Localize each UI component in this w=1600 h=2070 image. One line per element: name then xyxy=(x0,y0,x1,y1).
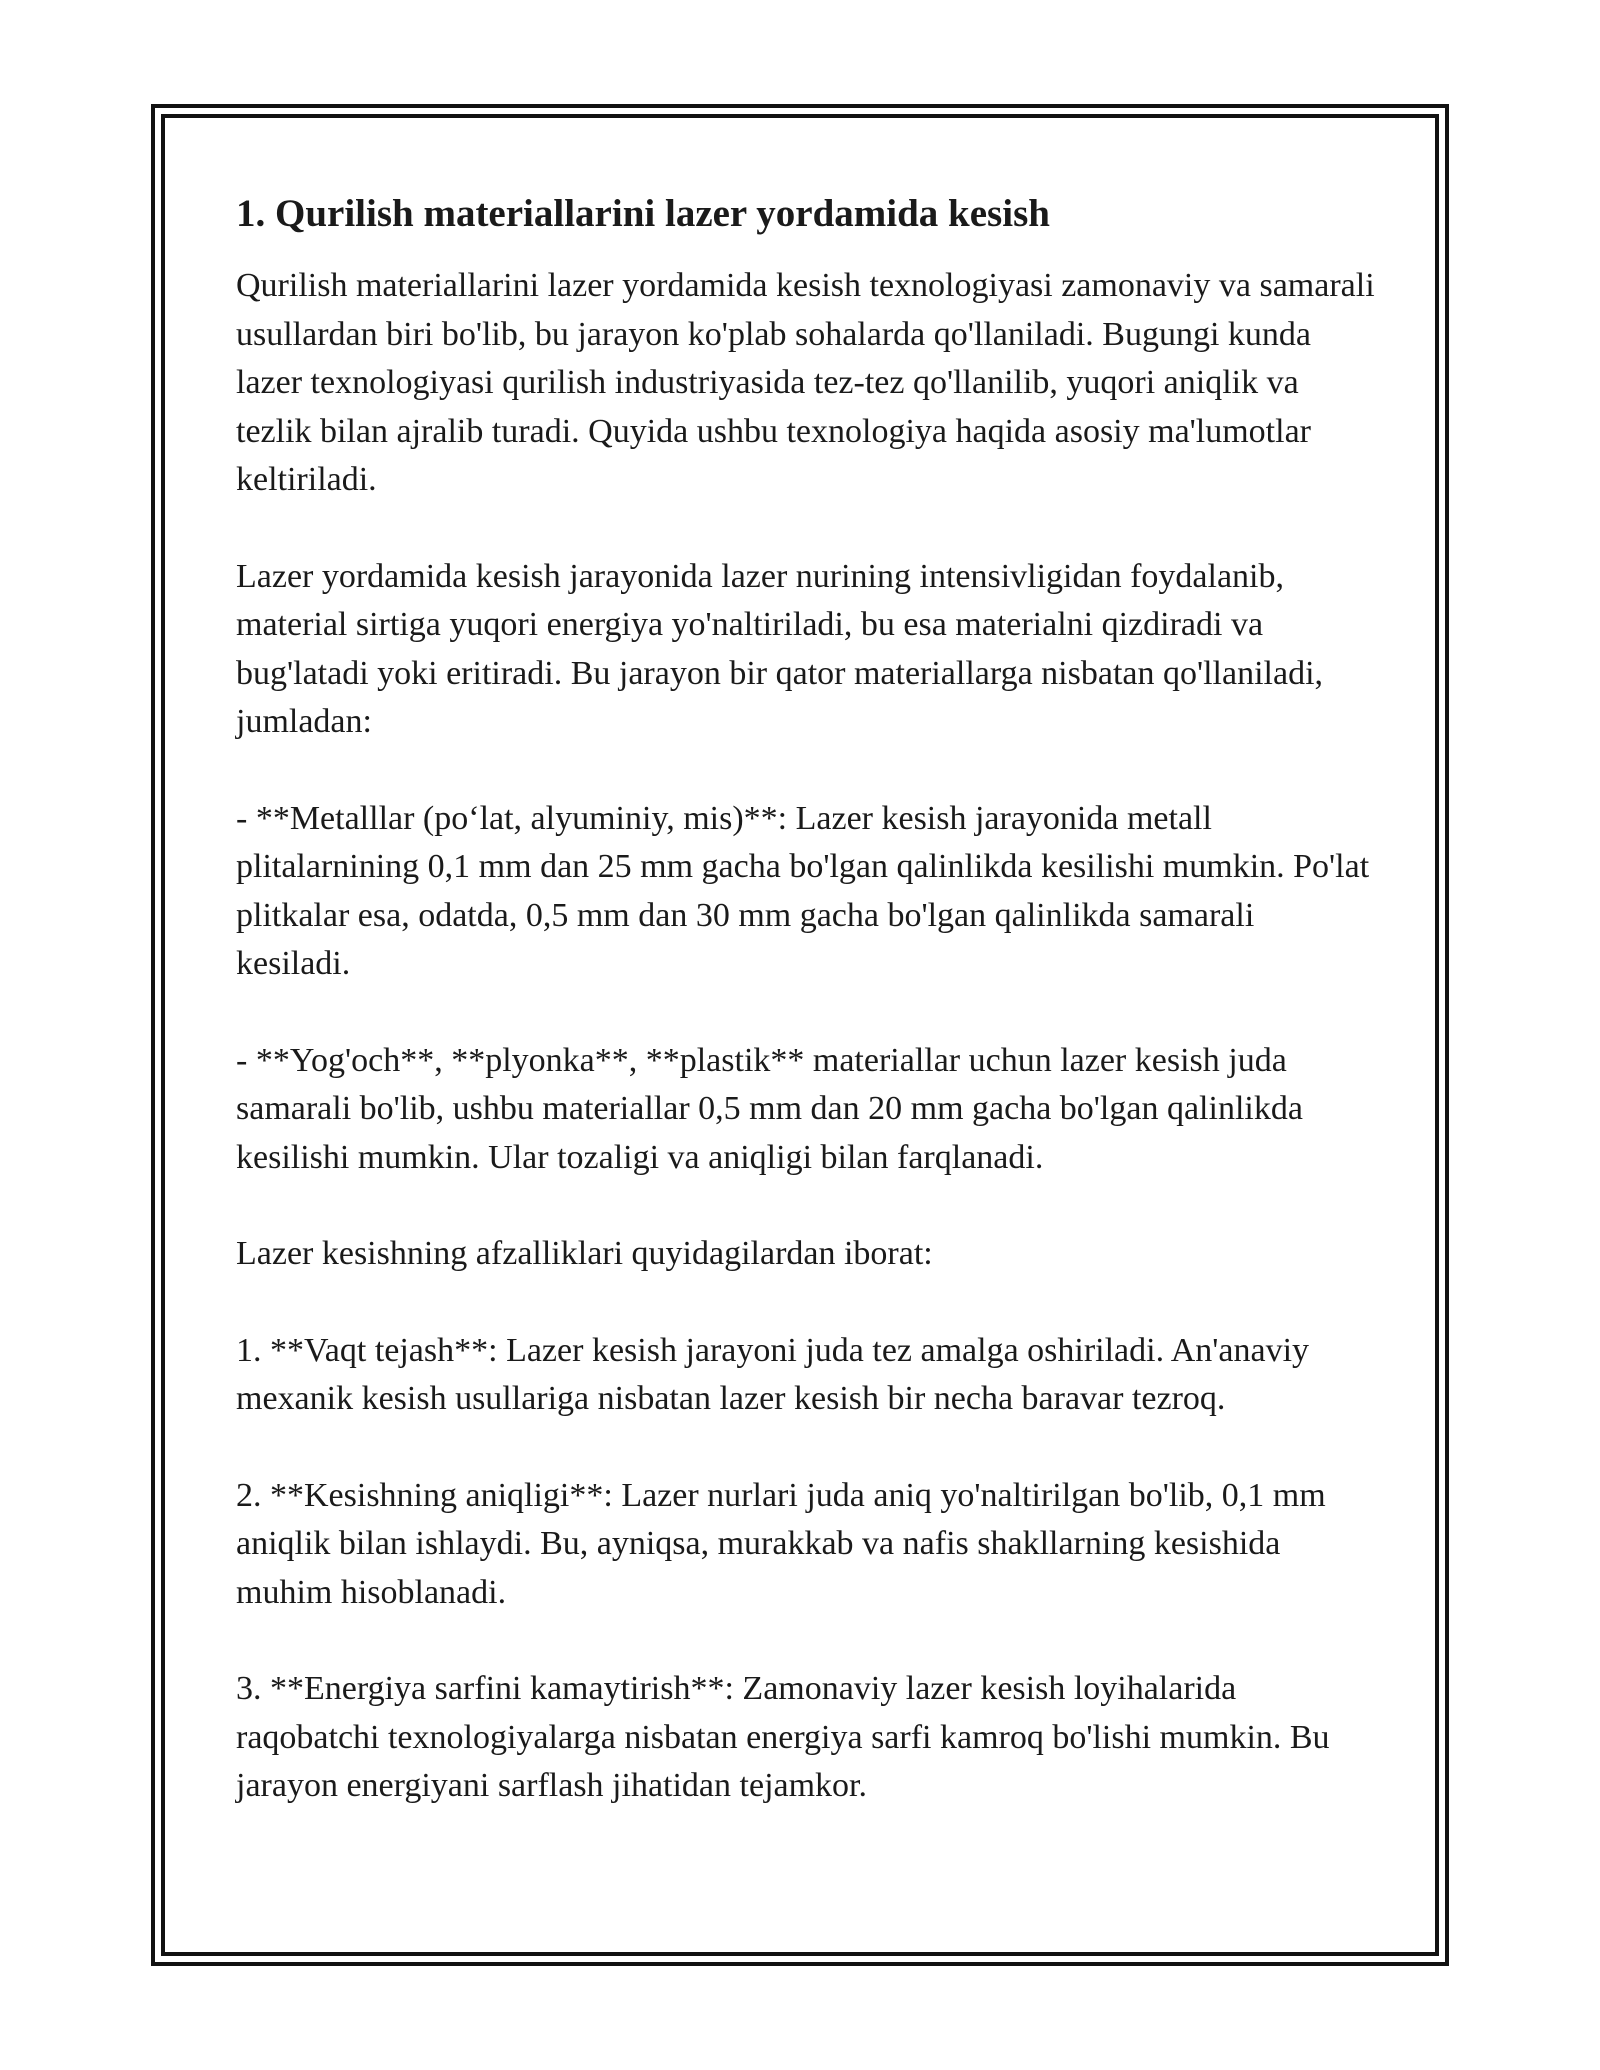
advantage-item-time: 1. **Vaqt tejash**: Lazer kesish jarayoni juda tez amalga oshiriladi. An'anaviy mexanik kesish usullariga nisbatan lazer kesish bir necha baravar tezroq. xyxy=(236,1331,1310,1417)
advantage-item-energy: 3. **Energiya sarfini kamaytirish**: Zamonaviy lazer kesish loyihalarida raqobatchi texnologiyalarga nisbatan energiya sarfi kamroq bo'lishi mumkin. Bu jarayon energiyani sarflash jihatidan tejamkor. xyxy=(236,1670,1330,1804)
advantage-item-precision: 2. **Kesishning aniqligi**: Lazer nurlari juda aniq yo'naltirilgan bo'lib, 0,1 mm aniqlik bilan ishlaydi. Bu, ayniqsa, murakkab va nafis shakllarning kesishida muhim hisoblanadi. xyxy=(236,1476,1326,1611)
process-paragraph: Lazer yordamida kesish jarayonida lazer nurining intensivligidan foydalanib, material sirtiga yuqori energiya yo'naltiriladi, bu esa materialni qizdiradi va bug'latadi yoki eritiradi. Bu jarayon bir qator materiallarga nisbatan qo'llaniladi, jumladan: xyxy=(236,557,1324,740)
section-heading: 1. Qurilish materiallarini lazer yordamida kesish xyxy=(236,192,1050,235)
list-item-metals: - **Metalllar (po‘lat, alyuminiy, mis)**: Lazer kesish jarayonida metall plitalarnining 0,1 mm dan 25 mm gacha bo'lgan qalinlikda kesilishi mumkin. Po'lat plitkalar esa, odatda, 0,5 mm dan 30 mm gacha bo'lgan qalinlikda samarali kesiladi. xyxy=(236,799,1370,982)
intro-paragraph: Qurilish materiallarini lazer yordamida kesish texnologiyasi zamonaviy va samarali usullardan biri bo'lib, bu jarayon ko'plab sohalarda qo'llaniladi. Bugungi kunda lazer texnologiyasi qurilish industriyasida tez-tez qo'llanilib, yuqori aniqlik va tezlik bilan ajralib turadi. Quyida ushbu texnologiya haqida asosiy ma'lumotlar keltiriladi. xyxy=(236,267,1375,498)
document-body xyxy=(236,190,1376,1811)
list-item-wood-plastic: - **Yog'och**, **plyonka**, **plastik** materiallar uchun lazer kesish juda samarali bo'lib, ushbu materiallar 0,5 mm dan 20 mm gacha bo'lgan qalinlikda kesilishi mumkin. Ular tozaligi va aniqligi bilan farqlanadi. xyxy=(236,1041,1303,1176)
advantages-intro: Lazer kesishning afzalliklari quyidagilardan iborat: xyxy=(236,1235,933,1272)
